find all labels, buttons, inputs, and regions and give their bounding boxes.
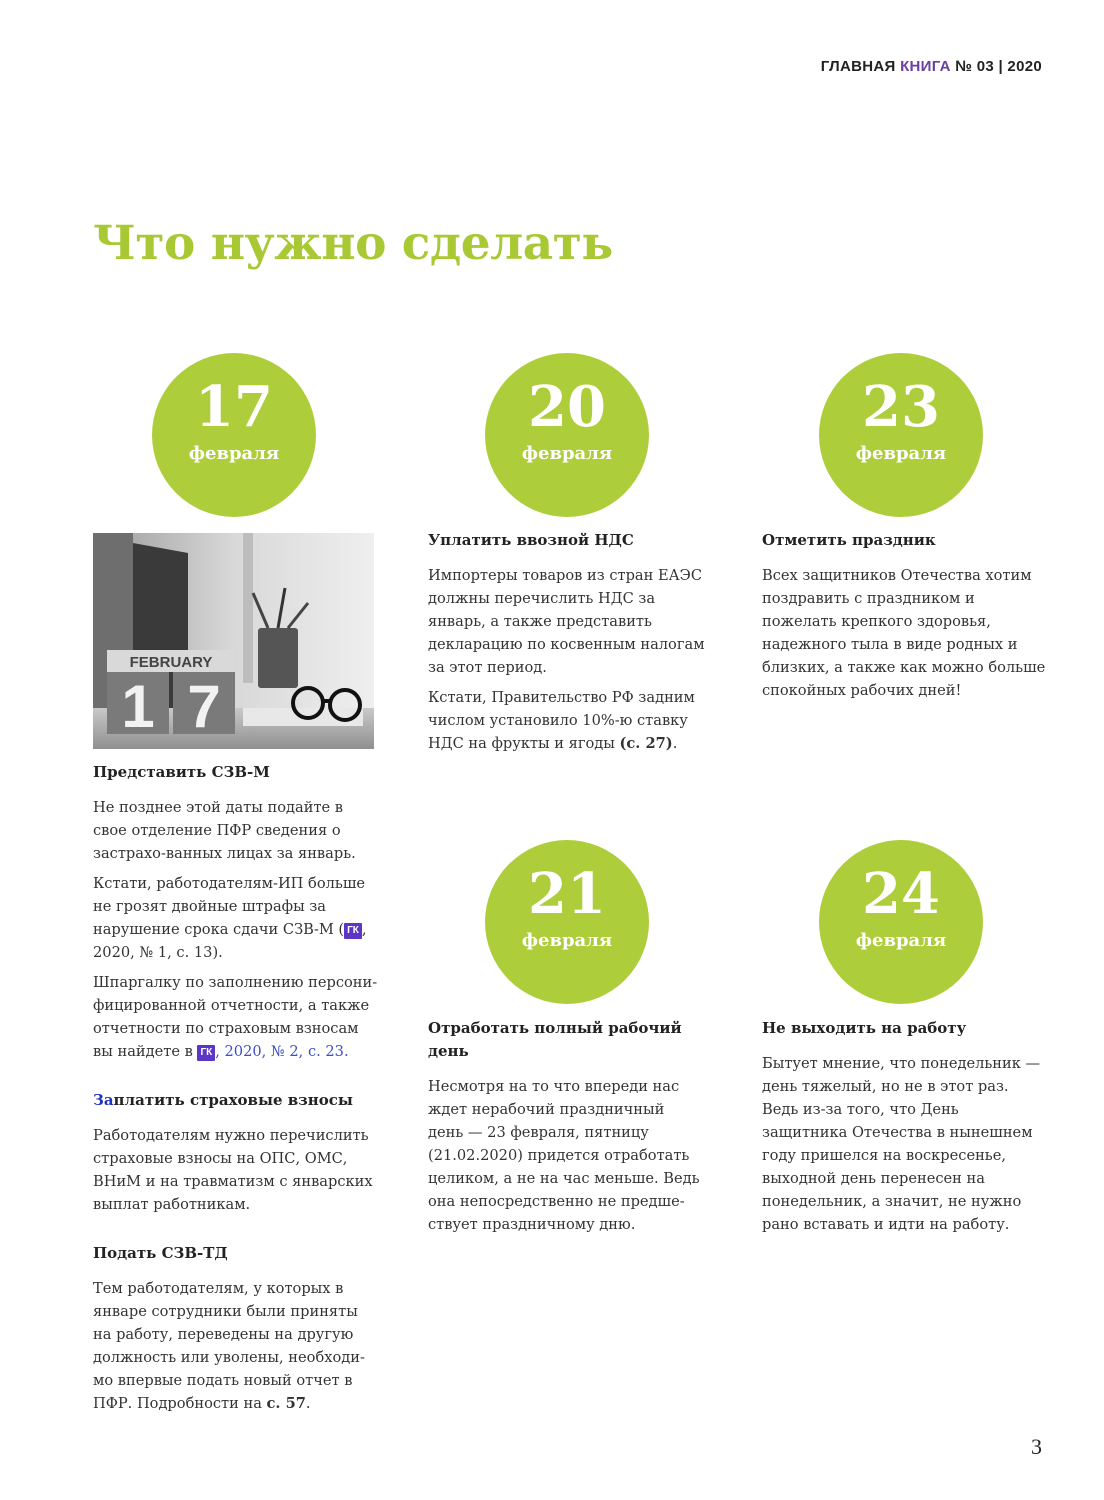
section-heading: Подать СЗВ-ТД	[93, 1244, 228, 1262]
page-title: Что нужно сделать	[93, 216, 613, 271]
paragraph-end: .	[305, 1395, 311, 1412]
page-reference: (с. 27)	[619, 735, 673, 752]
date-month: февраля	[188, 443, 280, 464]
section-paragraph: Импортеры товаров из стран ЕАЭС должны перечислить НДС за январь, а также представить декларацию по косвенным налогам за этот период.	[428, 567, 705, 676]
date-month: февраля	[855, 930, 947, 951]
date-day: 21	[528, 861, 606, 927]
brand-main: ГЛАВНАЯ	[820, 58, 896, 75]
heading-highlight: За	[93, 1091, 114, 1109]
section-20	[428, 529, 713, 762]
section-paragraph: Не позднее этой даты подайте в свое отделение ПФР сведения о застрахо-ванных лицах за январь.	[93, 799, 356, 862]
section-paragraph: Бытует мнение, что понедельник — день тяжелый, но не в этот раз. Ведь из-за того, что День защитника Отечества в нынешнем году пришелся на воскресенье, выходной день перенесен на понедельник, а значит, не нужно рано вставать и идти на работу.	[762, 1055, 1041, 1233]
page-reference: с. 57	[266, 1395, 306, 1412]
section-heading: Не выходить на работу	[762, 1019, 967, 1037]
paragraph-text: Кстати, работодателям-ИП больше не грозят двойные штрафы за нарушение срока сдачи СЗВ-М (	[93, 875, 366, 938]
paragraph-text: Кстати, Правительство РФ задним числом установило 10%-ю ставку НДС на фрукты и ягоды	[428, 689, 695, 752]
issue-number: № 03 | 2020	[955, 58, 1042, 75]
date-month: февраля	[855, 443, 947, 464]
section-heading: Представить СЗВ-М	[93, 763, 270, 781]
section-heading: Отметить праздник	[762, 531, 936, 549]
section-paragraph	[93, 872, 378, 964]
date-day: 24	[862, 861, 940, 927]
date-day: 23	[862, 374, 940, 440]
date-circle-23	[819, 353, 983, 517]
section-24	[762, 1017, 1047, 1243]
date-circle-24	[819, 840, 983, 1004]
brand-accent: КНИГА	[900, 58, 951, 75]
date-day: 17	[195, 374, 273, 440]
page-number: 3	[1031, 1434, 1042, 1459]
reference-link[interactable]: , 2020, № 2, с. 23.	[215, 1043, 349, 1060]
paragraph-end: .	[672, 735, 678, 752]
section-paragraph	[93, 1277, 378, 1415]
section-17	[93, 761, 378, 1422]
section-heading: Отработать полный рабочий день	[428, 1019, 682, 1060]
calendar-photo	[93, 533, 374, 749]
section-heading	[93, 1089, 378, 1112]
heading-text: платить страховые взносы	[113, 1091, 353, 1109]
paragraph-text: Шпаргалку по заполнению персони-фицированной отчетности, а также отчетности по страховым взносам вы найдете в	[93, 974, 378, 1060]
calendar-photo-illustration	[93, 533, 374, 749]
date-month: февраля	[521, 443, 613, 464]
date-circle-21	[485, 840, 649, 1004]
section-heading: Уплатить ввозной НДС	[428, 531, 634, 549]
paragraph-ref: , 2020, № 1, с. 13).	[93, 921, 367, 961]
gk-badge-icon: ГК	[197, 1045, 215, 1061]
date-circle-17	[152, 353, 316, 517]
section-paragraph	[428, 686, 713, 755]
date-month: февраля	[521, 930, 613, 951]
section-21	[428, 1017, 703, 1243]
magazine-header	[821, 58, 1042, 75]
calendar-digit-1: 1	[121, 673, 155, 740]
section-23	[762, 529, 1047, 709]
section-paragraph: Несмотря на то что впереди нас ждет нерабочий праздничный день — 23 февраля, пятницу (21.02.2020) придется отработать целиком, а не на час меньше. Ведь она непосредственно не предше-ствует праздничному дню.	[428, 1078, 700, 1233]
section-paragraph: Всех защитников Отечества хотим поздравить с праздником и пожелать крепкого здоровья, надежного тыла в виде родных и близких, а также как можно больше спокойных рабочих дней!	[762, 567, 1046, 699]
date-day: 20	[528, 374, 606, 440]
gk-badge-icon: ГК	[344, 923, 362, 939]
section-paragraph	[93, 971, 378, 1063]
calendar-month-text: FEBRUARY	[129, 654, 213, 671]
calendar-digit-2: 7	[187, 673, 221, 740]
section-paragraph: Работодателям нужно перечислить страховые взносы на ОПС, ОМС, ВНиМ и на травматизм с январских выплат работникам.	[93, 1127, 373, 1213]
date-circle-20	[485, 353, 649, 517]
paragraph-text: Тем работодателям, у которых в январе сотрудники были приняты на работу, переведены на другую должность или уволены, необходи-мо впервые подать новый отчет в ПФР. Подробности на	[93, 1280, 365, 1412]
